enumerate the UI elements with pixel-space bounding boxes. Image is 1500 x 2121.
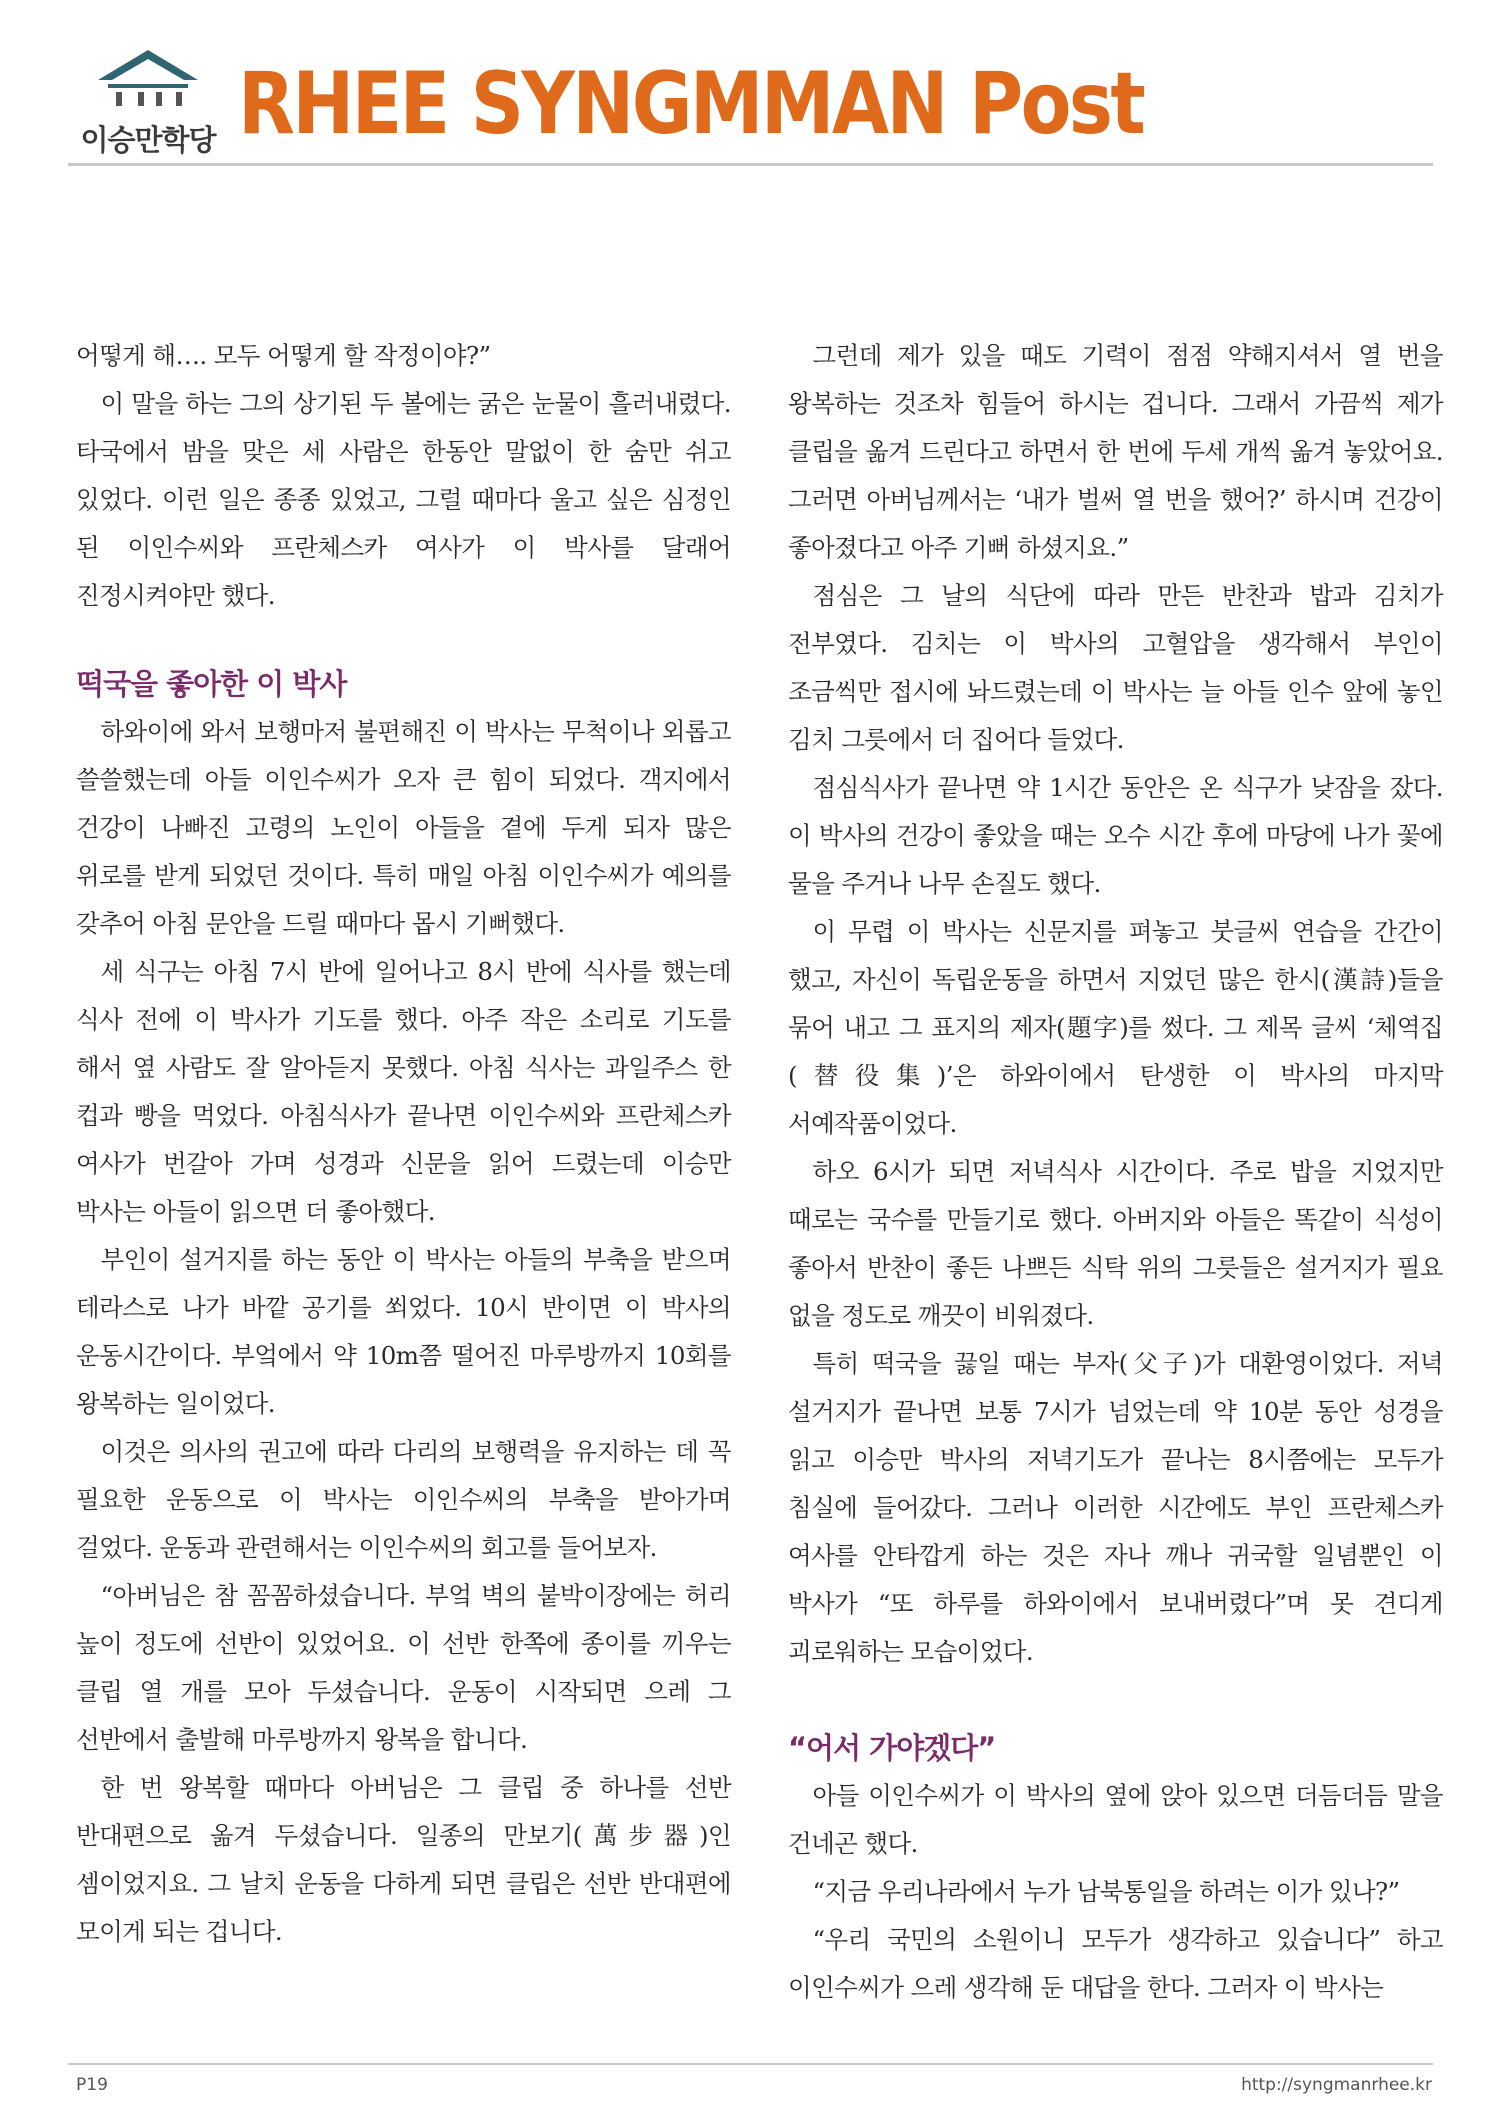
paragraph: “지금 우리나라에서 누가 남북통일을 하려는 이가 있나?” [812,1877,1400,1906]
footer-divider [68,2063,1433,2065]
publication-title: RHEE SYNGMMAN Post [238,54,1144,154]
paragraph: 아들 이인수씨가 이 박사의 옆에 앉아 있으면 더듬더듬 말을 건네곤 했다. [788,1781,1443,1858]
logo[interactable] [68,46,228,157]
building-icon [90,46,206,114]
paragraph: 이 말을 하는 그의 상기된 두 볼에는 굵은 눈물이 흘러내렸다. 타국에서 밤을 맞은 세 사람은 한동안 말없이 한 숨만 쉬고 있었다. 이런 일은 종종 있었고, 그럴 때마다 울고 싶은 심정인 된 이인수씨와 프란체스카 여사가 이 박사를 달래어 진정시켜야만 했다. [76,389,731,610]
section-heading: “어서 가야겠다” [788,1731,996,1765]
spacer [76,620,731,660]
footer-url[interactable]: http://syngmanrhee.kr [1241,2075,1432,2095]
paragraph: 점심식사가 끝나면 약 1시간 동안은 온 식구가 낮잠을 잤다. 이 박사의 건강이 좋았을 때는 오수 시간 후에 마당에 나가 꽃에 물을 주거나 나무 손질도 했다. [788,773,1443,898]
paragraph: 부인이 설거지를 하는 동안 이 박사는 아들의 부축을 받으며 테라스로 나가 바깥 공기를 쐬었다. 10시 반이면 이 박사의 운동시간이다. 부엌에서 약 10m쯤 떨어진 마루방까지 10회를 왕복하는 일이었다. [76,1245,731,1418]
section-heading: 떡국을 좋아한 이 박사 [76,667,347,701]
paragraph: 그런데 제가 있을 때도 기력이 점점 약해지셔서 열 번을 왕복하는 것조차 힘들어 하시는 겁니다. 그래서 가끔씩 제가 클립을 옮겨 드린다고 하면서 한 번에 두세 개씩 옮겨 놓았어요. 그러면 아버님께서는 ‘내가 벌써 열 번을 했어?’ 하시며 건강이 좋아졌다고 아주 기뻐 하셨지요.” [788,341,1443,562]
paragraph: 이 무렵 이 박사는 신문지를 펴놓고 붓글씨 연습을 간간이 했고, 자신이 독립운동을 하면서 지었던 많은 한시(漢詩)들을 묶어 내고 그 표지의 제자(題字)를 썼다. 그 제목 글씨 ‘체역집(替役集)’은 하와이에서 탄생한 이 박사의 마지막 서예작품이었다. [788,917,1443,1138]
masthead [68,46,1433,164]
logo-text: 이승만학당 [80,123,216,157]
paragraph: 점심은 그 날의 식단에 따라 만든 반찬과 밥과 김치가 전부였다. 김치는 이 박사의 고혈압을 생각해서 부인이 조금씩만 접시에 놔드렸는데 이 박사는 늘 아들 인수 앞에 놓인 김치 그릇에서 더 집어다 들었다. [788,581,1443,754]
paragraph: 하오 6시가 되면 저녁식사 시간이다. 주로 밥을 지었지만 때로는 국수를 만들기로 했다. 아버지와 아들은 똑같이 식성이 좋아서 반찬이 좋든 나쁘든 식탁 위의 그릇들은 설거지가 필요 없을 정도로 깨끗이 비워졌다. [788,1157,1443,1330]
header-divider [68,163,1433,166]
spacer [788,1676,1443,1724]
paragraph: 특히 떡국을 끓일 때는 부자(父子)가 대환영이었다. 저녁 설거지가 끝나면 보통 7시가 넘었는데 약 10분 동안 성경을 읽고 이승만 박사의 저녁기도가 끝나는 8시쯤에는 모두가 침실에 들어갔다. 그러나 이러한 시간에도 부인 프란체스카 여사를 안타깝게 하는 것은 자나 깨나 귀국할 일념뿐인 이 박사가 “또 하루를 하와이에서 보내버렸다”며 못 견디게 괴로워하는 모습이었다. [788,1349,1443,1666]
paragraph: 어떻게 해…. 모두 어떻게 할 작정이야?” [76,341,491,370]
paragraph: “아버님은 참 꼼꼼하셨습니다. 부엌 벽의 붙박이장에는 허리 높이 정도에 선반이 있었어요. 이 선반 한쪽에 종이를 끼우는 클립 열 개를 모아 두셨습니다. 운동이 시작되면 으레 그 선반에서 출발해 마루방까지 왕복을 합니다. [76,1581,731,1754]
paragraph: “우리 국민의 소원이니 모두가 생각하고 있습니다” 하고 이인수씨가 으레 생각해 둔 대답을 한다. 그러자 이 박사는 [788,1925,1443,2002]
paragraph: 이것은 의사의 권고에 따라 다리의 보행력을 유지하는 데 꼭 필요한 운동으로 이 박사는 이인수씨의 부축을 받아가며 걸었다. 운동과 관련해서는 이인수씨의 회고를 들어보자. [76,1437,731,1562]
right-column [788,332,1443,2012]
paragraph: 세 식구는 아침 7시 반에 일어나고 8시 반에 식사를 했는데 식사 전에 이 박사가 기도를 했다. 아주 작은 소리로 기도를 해서 옆 사람도 잘 알아듣지 못했다. 아침 식사는 과일주스 한 컵과 빵을 먹었다. 아침식사가 끝나면 이인수씨와 프란체스카 여사가 번갈아 가며 성경과 신문을 읽어 드렸는데 이승만 박사는 아들이 읽으면 더 좋아했다. [76,957,731,1226]
left-column [76,332,731,1956]
page-number: P19 [76,2075,108,2095]
paragraph: 한 번 왕복할 때마다 아버님은 그 클립 중 하나를 선반 반대편으로 옮겨 두셨습니다. 일종의 만보기(萬步器)인 셈이었지요. 그 날치 운동을 다하게 되면 클립은 선반 반대편에 모이게 되는 겁니다. [76,1773,731,1946]
paragraph: 하와이에 와서 보행마저 불편해진 이 박사는 무척이나 외롭고 쓸쓸했는데 아들 이인수씨가 오자 큰 힘이 되었다. 객지에서 건강이 나빠진 고령의 노인이 아들을 곁에 두게 되자 많은 위로를 받게 되었던 것이다. 특히 매일 아침 이인수씨가 예의를 갖추어 아침 문안을 드릴 때마다 몹시 기뻐했다. [76,717,731,938]
